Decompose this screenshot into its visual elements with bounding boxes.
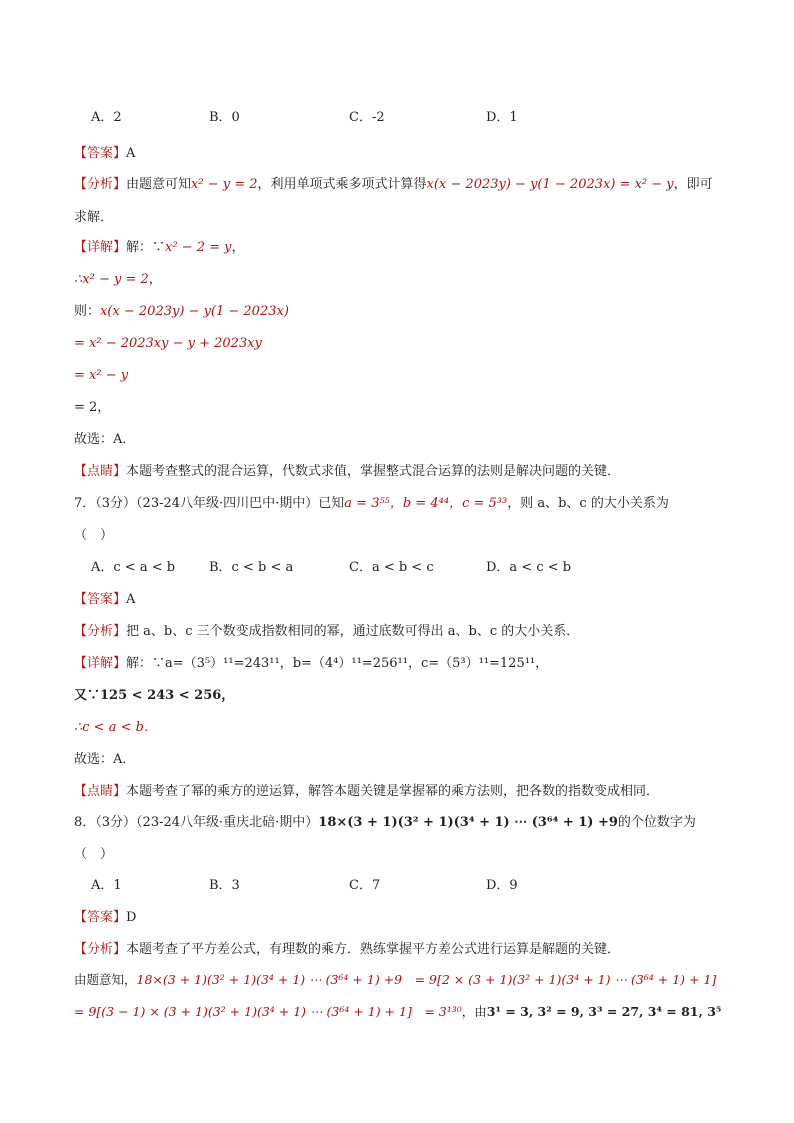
q8-paren: （ ） — [74, 847, 114, 862]
q6-step-3 — [74, 302, 289, 322]
q8-stem — [74, 813, 696, 833]
q6-analysis-line — [74, 175, 713, 195]
q6-step-6: = 2， — [74, 400, 111, 415]
math-expr: a = 3⁵⁵，b = 4⁴⁴，c = 5³³ — [344, 496, 508, 511]
detail-text: ， — [231, 240, 245, 255]
question-text: 8．（3分）（23-24八年级·重庆北碚·期中） — [74, 815, 319, 830]
q6-choose: 故选：A． — [74, 432, 136, 447]
q6-step-2 — [74, 270, 162, 290]
q7-step-3: ∴c < a < b． — [74, 720, 157, 735]
detail-text: ， — [148, 272, 162, 287]
q7-answer-line — [74, 590, 135, 610]
comment-tag: 【点睛】 — [74, 464, 127, 479]
q8-option-c: C．7 — [349, 878, 381, 893]
q7-detail-line — [74, 654, 548, 674]
q7-option-a: A．c < a < b — [91, 560, 176, 575]
detail-text: 解：∵a=（3⁵）¹¹=243¹¹，b=（4⁴）¹¹=256¹¹，c=（5³）¹¹=125¹¹， — [126, 656, 549, 671]
q7-step-2: 又∵125 < 243 < 256， — [74, 688, 235, 703]
analysis-tag: 【分析】 — [74, 177, 127, 192]
q7-paren: （ ） — [74, 528, 114, 543]
q7-option-b: B．c < b < a — [209, 560, 294, 575]
q6-comment-line — [74, 462, 620, 482]
q6-option-c: C．-2 — [349, 110, 385, 125]
detail-text: 则： — [74, 304, 101, 319]
q8-working-line1 — [74, 970, 716, 990]
detail-text: ，由 — [461, 1004, 487, 1019]
q7-choose: 故选：A． — [74, 752, 136, 767]
analysis-text: ，即可 — [673, 177, 713, 192]
q8-working-line2 — [74, 1002, 721, 1022]
analysis-text: 由题意可知 — [126, 177, 192, 192]
q6-option-b: B．0 — [209, 110, 240, 125]
q8-option-a: A．1 — [91, 878, 122, 893]
q6-step-5: = x² − y — [74, 368, 129, 383]
detail-tag: 【详解】 — [74, 240, 127, 255]
q7-comment-line — [74, 782, 659, 802]
answer-value: A — [126, 146, 136, 161]
comment-tag: 【点睛】 — [74, 784, 127, 799]
answer-value: D — [126, 910, 137, 925]
q6-option-d: D．1 — [486, 110, 518, 125]
q6-answer-line — [74, 144, 135, 164]
math-expr: x(x − 2023y) − y(1 − 2023x) — [100, 304, 289, 319]
question-text: ，则 a、b、c 的大小关系为 — [507, 496, 669, 511]
math-expr: 3¹ = 3, 3² = 9, 3³ = 27, 3⁴ = 81, 3⁵ — [486, 1004, 722, 1019]
math-expr: x(x − 2023y) − y(1 − 2023x) = x² − y — [426, 177, 674, 192]
detail-text: 解：∵ — [126, 240, 166, 255]
question-text: 的个位数字为 — [617, 815, 696, 830]
answer-tag: 【答案】 — [74, 146, 127, 161]
q7-option-c: C．a < b < c — [349, 560, 434, 575]
math-expr: = 9[(3 − 1) × (3 + 1)(3² + 1)(3⁴ + 1) ⋯ (3⁶⁴ + 1) + 1] = 3¹³⁰ — [74, 1004, 462, 1019]
q7-option-d: D．a < c < b — [486, 560, 572, 575]
analysis-tag: 【分析】 — [74, 942, 127, 957]
q6-step-4: = x² − 2023xy − y + 2023xy — [74, 336, 262, 351]
q6-detail-line — [74, 238, 245, 258]
answer-tag: 【答案】 — [74, 592, 127, 607]
q6-option-a: A．2 — [91, 110, 122, 125]
answer-value: A — [126, 592, 136, 607]
analysis-text: 本题考查了平方差公式，有理数的乘方．熟练掌握平方差公式进行运算是解题的关键． — [126, 942, 621, 957]
detail-text: 由题意知， — [74, 972, 137, 987]
math-expr: ∴x² − y = 2 — [74, 272, 149, 287]
analysis-text: 把 a、b、c 三个数变成指数相同的幂，通过底数可得出 a、b、c 的大小关系． — [126, 624, 580, 639]
comment-text: 本题考查整式的混合运算，代数式求值，掌握整式混合运算的法则是解决问题的关键． — [126, 464, 621, 479]
question-text: 7．（3分）（23-24八年级·四川巴中·期中）已知 — [74, 496, 345, 511]
math-expr: 18×(3 + 1)(3² + 1)(3⁴ + 1) ⋯ (3⁶⁴ + 1) +9 = 9[2 × (3 + 1)(3² + 1)(3⁴ + 1) ⋯ (3⁶⁴ + 1) + 1] — [136, 972, 717, 987]
q8-option-d: D．9 — [486, 878, 518, 893]
q8-option-b: B．3 — [209, 878, 240, 893]
math-expr: 18×(3 + 1)(3² + 1)(3⁴ + 1) ⋯ (3⁶⁴ + 1) +9 — [318, 815, 618, 830]
q8-answer-line — [74, 908, 136, 928]
detail-tag: 【详解】 — [74, 656, 127, 671]
q7-analysis-line — [74, 622, 579, 642]
math-expr: x² − 2 = y — [165, 240, 232, 255]
q7-stem — [74, 494, 669, 514]
analysis-text: ，利用单项式乘多项式计算得 — [257, 177, 427, 192]
q6-analysis-line2: 求解． — [74, 210, 114, 225]
comment-text: 本题考查了幂的乘方的逆运算，解答本题关键是掌握幂的乘方法则，把各数的指数变成相同． — [126, 784, 660, 799]
q8-analysis-line — [74, 940, 620, 960]
answer-tag: 【答案】 — [74, 910, 127, 925]
math-expr: x² − y = 2 — [191, 177, 258, 192]
analysis-tag: 【分析】 — [74, 624, 127, 639]
